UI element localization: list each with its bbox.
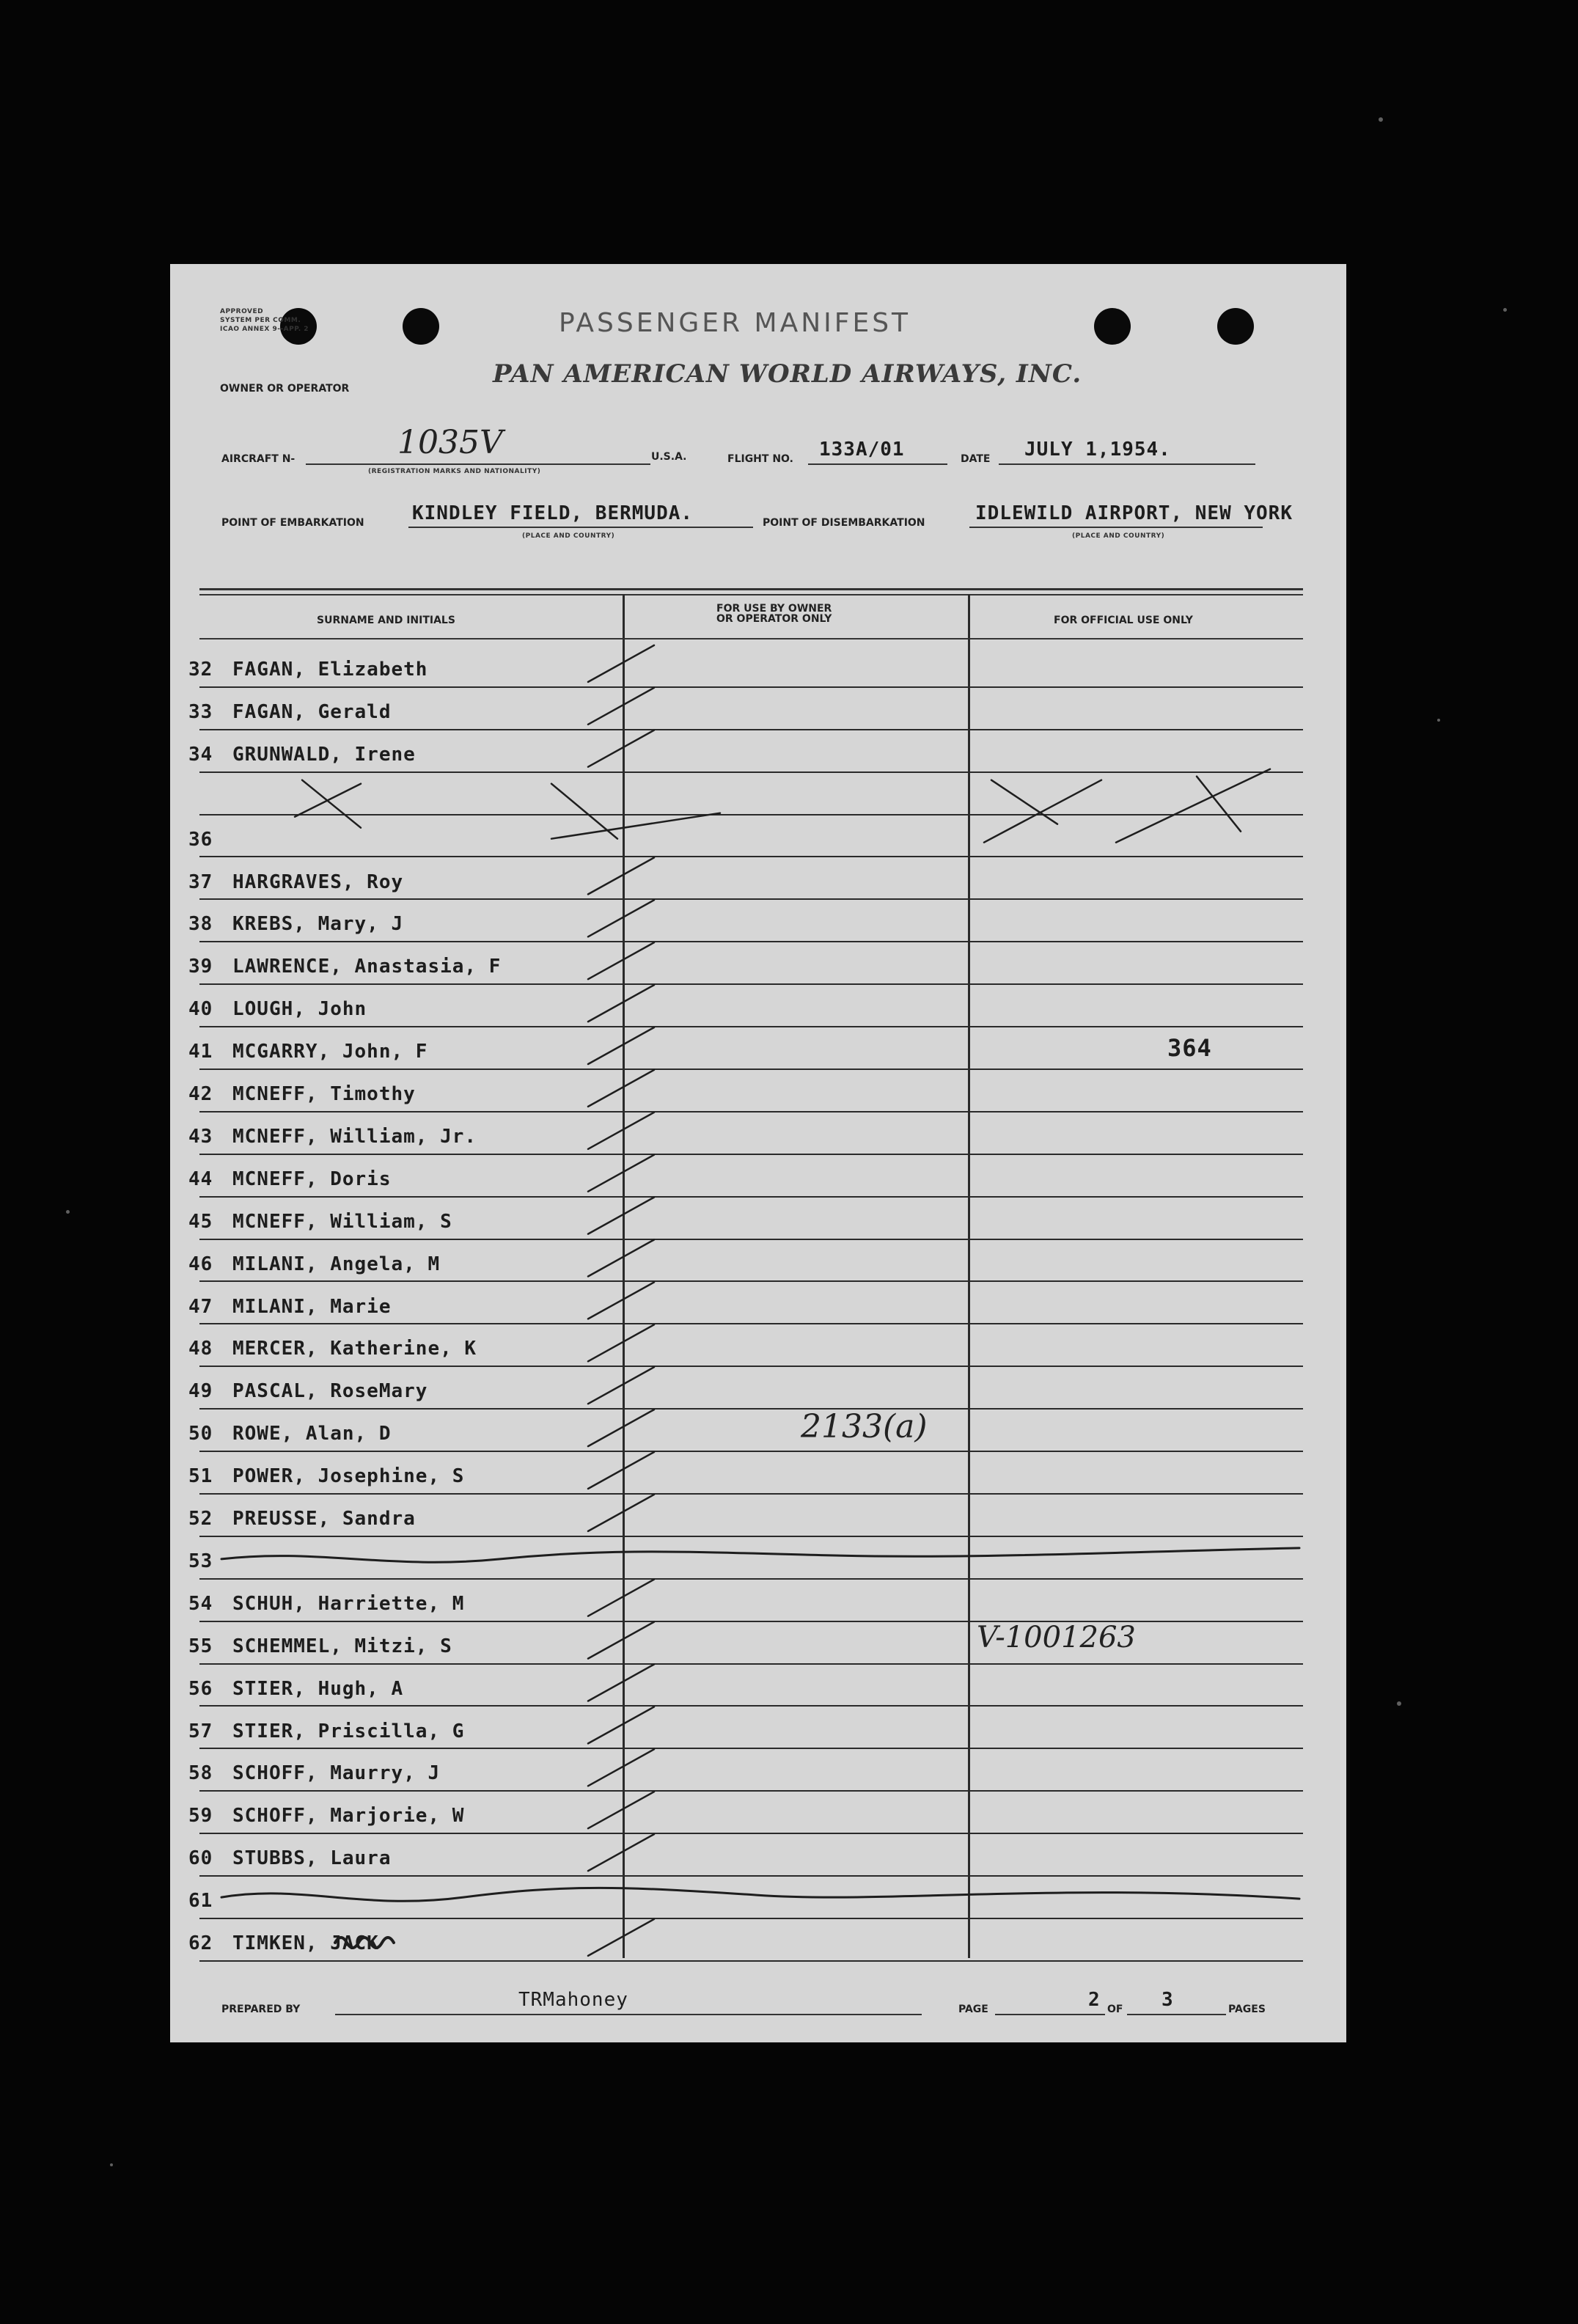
prepared-by-label: PREPARED BY (221, 2004, 301, 2015)
pages-value: 3 (1162, 1989, 1174, 2011)
usa-label: U.S.A. (651, 451, 687, 463)
page-label: PAGE (958, 2004, 988, 2015)
page-underline (995, 2014, 1105, 2015)
disembarkation-value: IDLEWILD AIRPORT, NEW YORK (975, 502, 1293, 524)
approved-line-1: APPROVED (220, 308, 264, 315)
column-header-owner-use-1: FOR USE BY OWNER (716, 603, 832, 615)
check-mark (588, 1198, 654, 1234)
check-mark (588, 1155, 654, 1192)
disembarkation-sublabel: (PLACE AND COUNTRY) (1072, 532, 1165, 540)
check-mark (588, 942, 654, 979)
check-mark (588, 1240, 654, 1277)
row-number: 50 (188, 1423, 213, 1445)
passenger-name: MERCER, Katherine, K (232, 1338, 477, 1360)
passenger-name: GRUNWALD, Irene (232, 743, 416, 766)
row-number: 61 (188, 1890, 213, 1913)
row-number: 37 (188, 870, 213, 893)
check-mark (588, 985, 654, 1022)
row-number: 56 (188, 1677, 213, 1700)
pages-underline (1127, 2014, 1226, 2015)
strike-mark (1197, 777, 1241, 832)
form-title: PASSENGER MANIFEST (559, 308, 911, 338)
row-number: 53 (188, 1550, 213, 1572)
check-mark (588, 1834, 654, 1871)
passenger-name: SCHEMMEL, Mitzi, S (232, 1635, 452, 1657)
wavy-strike (221, 1548, 1299, 1562)
passenger-name: KREBS, Mary, J (232, 913, 404, 936)
check-mark (588, 1580, 654, 1616)
scan-speck (1397, 1701, 1401, 1706)
row-number: 57 (188, 1720, 213, 1742)
row-number: 42 (188, 1083, 213, 1105)
approved-line-2: SYSTEM PER COMM. (220, 317, 301, 324)
official-note-row41: 364 (1167, 1034, 1212, 1062)
check-mark (588, 1495, 654, 1531)
check-mark (588, 688, 654, 725)
column-header-owner-use-2: OR OPERATOR ONLY (716, 613, 832, 625)
row-number: 43 (188, 1125, 213, 1148)
date-value: JULY 1,1954. (1024, 439, 1171, 461)
strike-mark (551, 813, 720, 839)
passenger-name: POWER, Josephine, S (232, 1465, 465, 1488)
flight-label: FLIGHT NO. (727, 453, 793, 465)
row-number: 59 (188, 1805, 213, 1828)
check-mark (588, 857, 654, 894)
owner-value: PAN AMERICAN WORLD AIRWAYS, INC. (493, 359, 1082, 389)
passenger-name: MILANI, Marie (232, 1295, 392, 1318)
passenger-name: HARGRAVES, Roy (232, 870, 404, 893)
flight-value: 133A/01 (819, 439, 905, 461)
date-label: DATE (961, 453, 991, 465)
passenger-name: MCNEFF, William, Jr. (232, 1125, 477, 1148)
passenger-name: MCNEFF, Timothy (232, 1083, 416, 1105)
strike-mark (991, 780, 1057, 824)
passenger-name: LAWRENCE, Anastasia, F (232, 956, 502, 978)
passenger-name: SCHOFF, Maurry, J (232, 1762, 441, 1785)
passenger-name: SCHUH, Harriette, M (232, 1592, 465, 1615)
check-mark (588, 1622, 654, 1659)
passenger-name: FAGAN, Gerald (232, 700, 392, 723)
check-mark (588, 730, 654, 767)
check-mark (588, 1367, 654, 1404)
check-mark (588, 1452, 654, 1489)
row-number: 32 (188, 659, 213, 681)
row-number: 46 (188, 1253, 213, 1275)
strike-mark (295, 784, 361, 817)
name-scribble (335, 1938, 394, 1948)
aircraft-sublabel: (REGISTRATION MARKS AND NATIONALITY) (368, 468, 541, 475)
aircraft-label: AIRCRAFT N- (221, 453, 296, 465)
row-number: 41 (188, 1041, 213, 1063)
manifest-sheet (170, 264, 1346, 2042)
check-mark (588, 1707, 654, 1743)
check-mark (588, 1027, 654, 1064)
passenger-name: STUBBS, Laura (232, 1847, 392, 1870)
official-note-row60: V-1001263 (977, 1621, 1136, 1654)
scan-speck (66, 1210, 70, 1214)
check-mark (588, 1324, 654, 1361)
scan-speck (1503, 308, 1507, 312)
approved-line-3: ICAO ANNEX 9--APP. 2 (220, 326, 309, 333)
check-mark (588, 1919, 654, 1956)
row-number: 47 (188, 1295, 213, 1318)
row-number: 55 (188, 1635, 213, 1657)
column-header-surname: SURNAME AND INITIALS (317, 615, 455, 626)
handwritten-marks (170, 264, 1346, 2042)
check-mark (588, 1112, 654, 1149)
passenger-name: ROWE, Alan, D (232, 1423, 392, 1445)
owner-label: OWNER OR OPERATOR (220, 383, 350, 395)
wavy-strike (221, 1888, 1299, 1901)
pages-label: PAGES (1228, 2004, 1266, 2015)
row-number: 52 (188, 1508, 213, 1530)
strike-mark (1116, 769, 1270, 843)
disembarkation-label: POINT OF DISEMBARKATION (763, 517, 925, 529)
row-number: 45 (188, 1210, 213, 1233)
check-mark (588, 1070, 654, 1107)
row-number: 58 (188, 1762, 213, 1785)
passenger-name: TIMKEN, JACK (232, 1932, 379, 1954)
passenger-name: FAGAN, Elizabeth (232, 659, 428, 681)
passenger-name: LOUGH, John (232, 998, 367, 1021)
row-number: 34 (188, 743, 213, 766)
scan-speck (1437, 719, 1440, 722)
check-mark (588, 900, 654, 936)
row-number: 48 (188, 1338, 213, 1360)
row-number: 54 (188, 1592, 213, 1615)
row-number: 49 (188, 1380, 213, 1403)
row-number: 36 (188, 828, 213, 851)
row-number: 33 (188, 700, 213, 723)
row-number: 44 (188, 1168, 213, 1190)
check-mark (588, 1665, 654, 1701)
passenger-name: SCHOFF, Marjorie, W (232, 1805, 465, 1828)
check-mark (588, 1792, 654, 1828)
official-note-row50: 2133(a) (801, 1408, 928, 1445)
column-header-official: FOR OFFICIAL USE ONLY (1054, 615, 1193, 626)
check-mark (588, 1749, 654, 1786)
page-value: 2 (1088, 1989, 1101, 2011)
passenger-name: PREUSSE, Sandra (232, 1508, 416, 1530)
passenger-name: MCGARRY, John, F (232, 1041, 428, 1063)
of-label: OF (1107, 2004, 1123, 2015)
prepared-by-underline (335, 2014, 922, 2015)
passenger-name: MCNEFF, Doris (232, 1168, 392, 1190)
passenger-name: MCNEFF, William, S (232, 1210, 452, 1233)
row-number: 40 (188, 998, 213, 1021)
prepared-by-value: TRMahoney (518, 1989, 628, 2011)
check-mark (588, 1282, 654, 1319)
check-mark (588, 1410, 654, 1446)
row-number: 62 (188, 1932, 213, 1954)
passenger-name: MILANI, Angela, M (232, 1253, 441, 1275)
passenger-name: STIER, Priscilla, G (232, 1720, 465, 1742)
aircraft-value: 1035V (397, 424, 503, 461)
row-number: 39 (188, 956, 213, 978)
passenger-name: PASCAL, RoseMary (232, 1380, 428, 1403)
row-number: 38 (188, 913, 213, 936)
row-number: 51 (188, 1465, 213, 1488)
scan-speck (110, 2163, 113, 2166)
scan-speck (1379, 117, 1383, 122)
embarkation-label: POINT OF EMBARKATION (221, 517, 364, 529)
embarkation-value: KINDLEY FIELD, BERMUDA. (412, 502, 694, 524)
strike-mark (984, 780, 1101, 843)
check-mark (588, 645, 654, 682)
embarkation-sublabel: (PLACE AND COUNTRY) (522, 532, 615, 540)
row-number: 60 (188, 1847, 213, 1870)
passenger-name: STIER, Hugh, A (232, 1677, 404, 1700)
